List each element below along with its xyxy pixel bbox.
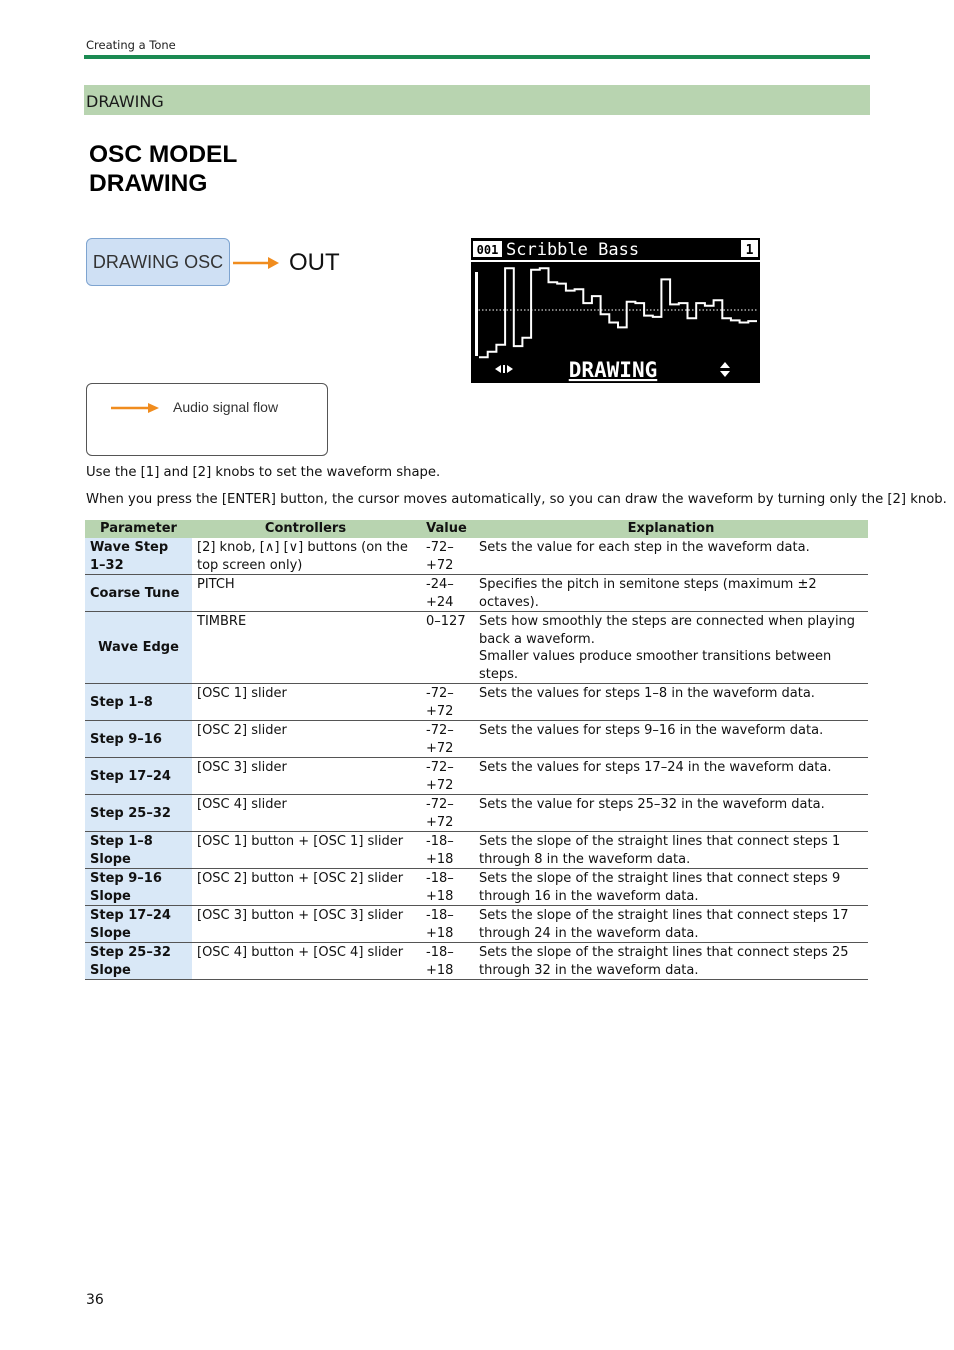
explanation-cell: Sets the values for steps 1–8 in the waveform data. (474, 684, 868, 721)
table-row (85, 795, 868, 832)
right-arrow-icon (507, 365, 513, 373)
controllers-cell: [OSC 3] button + [OSC 3] slider (192, 906, 419, 943)
value-cell: -24–+24 (419, 575, 474, 612)
model-title-line2: DRAWING (89, 170, 208, 197)
table-row (85, 538, 868, 575)
patch-number: 001 (476, 243, 499, 257)
table-row (85, 906, 868, 943)
out-label: OUT (289, 249, 340, 276)
controllers-cell: TIMBRE (192, 612, 419, 684)
table-row (85, 943, 868, 980)
explanation-cell: Sets the slope of the straight lines that connect steps 17 through 24 in the waveform data. (474, 906, 868, 943)
legend-arrow-icon (110, 400, 162, 416)
parameter-name: Step 25–32 Slope (85, 943, 192, 980)
instruction-paragraph: Use the [1] and [2] knobs to set the waveform shape. (86, 465, 441, 480)
value-cell: -18–+18 (419, 906, 474, 943)
header-value: Value (419, 520, 474, 538)
legend-box (86, 383, 328, 456)
value-cell: -18–+18 (419, 869, 474, 906)
parameter-name: Step 1–8 Slope (85, 832, 192, 869)
value-cell: -72–+72 (419, 795, 474, 832)
left-arrow-icon (495, 365, 501, 373)
explanation-cell: Sets the slope of the straight lines that connect steps 25 through 32 in the waveform data. (474, 943, 868, 980)
explanation-cell: Sets the value for each step in the waveform data. (474, 538, 868, 575)
table-row (85, 869, 868, 906)
controllers-cell: [2] knob, [∧] [∨] buttons (on the top screen only) (192, 538, 419, 575)
legend-label: Audio signal flow (173, 399, 279, 415)
controllers-cell: PITCH (192, 575, 419, 612)
table-row (85, 575, 868, 612)
down-arrow-icon (720, 371, 730, 377)
parameter-name: Coarse Tune (85, 575, 192, 612)
cursor-bar-icon (503, 365, 505, 373)
running-head: Creating a Tone (86, 38, 176, 52)
parameter-name: Step 1–8 (85, 684, 192, 721)
parameter-name: Wave Edge (85, 612, 192, 684)
patch-name: Scribble Bass (506, 240, 640, 260)
controllers-cell: [OSC 1] slider (192, 684, 419, 721)
controllers-cell: [OSC 2] button + [OSC 2] slider (192, 869, 419, 906)
controllers-cell: [OSC 3] slider (192, 758, 419, 795)
explanation-cell: Sets the slope of the straight lines that connect steps 1 through 8 in the waveform data. (474, 832, 868, 869)
explanation-line: Sets how smoothly the steps are connected when playing back a waveform. (479, 614, 856, 647)
part-number: 1 (745, 243, 754, 258)
instruction-paragraph: When you press the [ENTER] button, the cursor moves automatically, so you can draw the waveform by turning only the [2] knob. (86, 492, 947, 507)
table-header-row (85, 520, 868, 538)
page-number: 36 (86, 1292, 104, 1308)
model-title (89, 140, 237, 198)
controllers-cell: [OSC 4] button + [OSC 4] slider (192, 943, 419, 980)
lcd-header-rule (471, 260, 760, 262)
controllers-cell: [OSC 4] slider (192, 795, 419, 832)
waveform-line (479, 268, 757, 357)
value-cell: -18–+18 (419, 943, 474, 980)
value-cell: -72–+72 (419, 538, 474, 575)
lcd-screen (471, 238, 760, 383)
header-rule (84, 55, 870, 59)
signal-flow-arrow-icon (232, 253, 282, 273)
waveform-cursor (475, 272, 478, 356)
drawing-osc-block (86, 238, 230, 286)
mode-label: DRAWING (568, 358, 658, 382)
parameter-name: Step 9–16 (85, 721, 192, 758)
model-title-line1: OSC MODEL (89, 141, 238, 168)
parameter-name: Step 17–24 Slope (85, 906, 192, 943)
table-row (85, 684, 868, 721)
value-cell: 0–127 (419, 612, 474, 684)
table-row (85, 758, 868, 795)
value-cell: -72–+72 (419, 721, 474, 758)
explanation-line: Smaller values produce smoother transitions between steps. (479, 649, 832, 682)
up-arrow-icon (720, 362, 730, 368)
value-cell: -72–+72 (419, 758, 474, 795)
explanation-cell: Sets the slope of the straight lines that connect steps 9 through 16 in the waveform data. (474, 869, 868, 906)
explanation-cell: Sets the values for steps 9–16 in the waveform data. (474, 721, 868, 758)
table-row (85, 832, 868, 869)
value-cell: -72–+72 (419, 684, 474, 721)
explanation-cell: Specifies the pitch in semitone steps (maximum ±2 octaves). (474, 575, 868, 612)
explanation-cell: Sets the values for steps 17–24 in the waveform data. (474, 758, 868, 795)
drawing-osc-label: DRAWING OSC (92, 251, 224, 272)
section-title: DRAWING (86, 92, 164, 111)
value-cell: -18–+18 (419, 832, 474, 869)
header-explanation: Explanation (474, 520, 868, 538)
header-controllers: Controllers (192, 520, 419, 538)
parameter-name: Step 25–32 (85, 795, 192, 832)
explanation-cell (474, 612, 868, 684)
header-parameter: Parameter (85, 520, 192, 538)
table-row (85, 721, 868, 758)
controllers-cell: [OSC 1] button + [OSC 1] slider (192, 832, 419, 869)
parameter-name: Step 17–24 (85, 758, 192, 795)
parameter-table (85, 520, 868, 980)
explanation-cell: Sets the value for steps 25–32 in the waveform data. (474, 795, 868, 832)
section-bar (84, 85, 870, 115)
table-row (85, 612, 868, 684)
parameter-name: Wave Step 1–32 (85, 538, 192, 575)
parameter-name: Step 9–16 Slope (85, 869, 192, 906)
controllers-cell: [OSC 2] slider (192, 721, 419, 758)
